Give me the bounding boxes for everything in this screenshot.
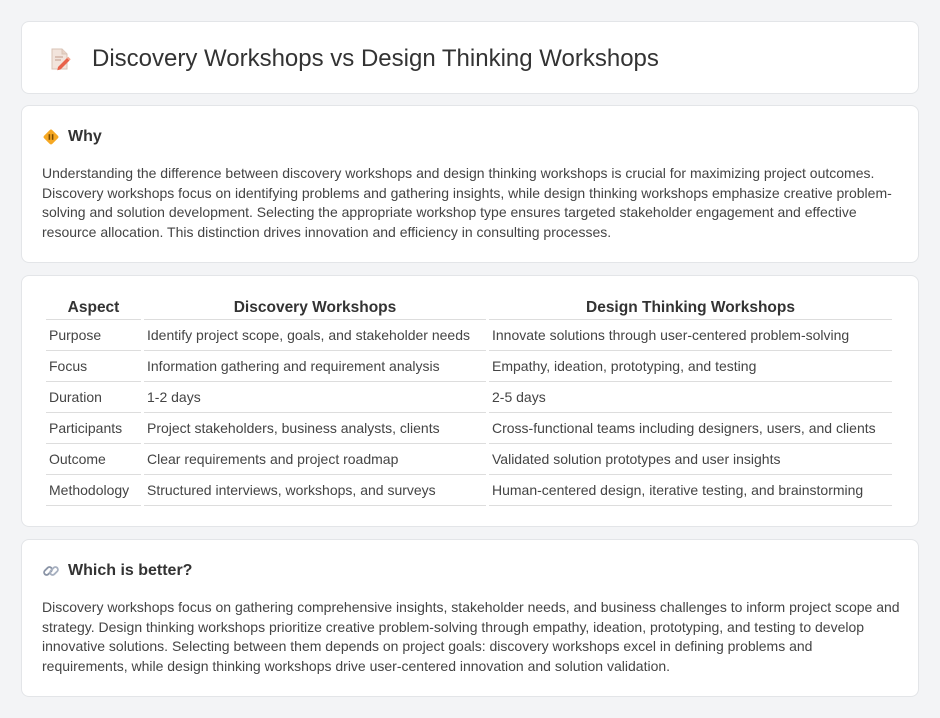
table-cell: Focus (46, 351, 141, 382)
which-is-better-section (21, 539, 919, 697)
table-header-row (46, 297, 892, 320)
comparison-section (21, 275, 919, 527)
table-row (46, 320, 892, 351)
column-header: Design Thinking Workshops (489, 297, 892, 320)
why-heading: Why (68, 128, 102, 145)
table-row (46, 475, 892, 506)
page-title: Discovery Workshops vs Design Thinking Workshops (92, 45, 659, 72)
table-cell: Identify project scope, goals, and stakeholder needs (144, 320, 486, 351)
table-cell: Outcome (46, 444, 141, 475)
table-cell: Human-centered design, iterative testing, and brainstorming (489, 475, 892, 506)
table-row (46, 413, 892, 444)
table-cell: Innovate solutions through user-centered problem-solving (489, 320, 892, 351)
table-row (46, 382, 892, 413)
table-cell: Methodology (46, 475, 141, 506)
table-row (46, 444, 892, 475)
comparison-table (43, 297, 895, 506)
better-heading-row (42, 561, 192, 581)
table-cell: Structured interviews, workshops, and surveys (144, 475, 486, 506)
table-cell: Project stakeholders, business analysts, clients (144, 413, 486, 444)
table-row (46, 351, 892, 382)
table-cell: Validated solution prototypes and user insights (489, 444, 892, 475)
why-text: Understanding the difference between discovery workshops and design thinking workshops is crucial for maximizing project outcomes. Discovery workshops focus on identifying problems and gathering insights, while design thinking workshops emphasize creative problem-solving and solution development. Selecting the appropriate workshop type ensures targeted stakeholder engagement and effective resource allocation. This distinction drives innovation and efficiency in consulting processes. (42, 165, 892, 240)
table-cell: Information gathering and requirement analysis (144, 351, 486, 382)
better-heading: Which is better? (68, 562, 193, 579)
table-cell: 2-5 days (489, 382, 892, 413)
title-card (21, 21, 919, 94)
table-cell: Participants (46, 413, 141, 444)
column-header: Aspect (46, 297, 141, 320)
table-cell: 1-2 days (144, 382, 486, 413)
better-text: Discovery workshops focus on gathering comprehensive insights, stakeholder needs, and business challenges to inform project scope and strategy. Design thinking workshops prioritize creative problem-solving through empathy, ideation, prototyping, and testing to develop innovative solutions. Selecting between them depends on project goals: discovery workshops excel in defining problems and requirements, while design thinking workshops drive user-centered innovation and solution validation. (42, 599, 900, 674)
table-cell: Empathy, ideation, prototyping, and testing (489, 351, 892, 382)
table-cell: Cross-functional teams including designers, users, and clients (489, 413, 892, 444)
document-pencil-icon (48, 47, 72, 71)
table-cell: Purpose (46, 320, 141, 351)
why-section (21, 105, 919, 263)
table-cell: Duration (46, 382, 141, 413)
table-cell: Clear requirements and project roadmap (144, 444, 486, 475)
why-heading-row (42, 127, 102, 147)
warning-diamond-icon (42, 128, 60, 146)
column-header: Discovery Workshops (144, 297, 486, 320)
link-icon (42, 562, 60, 580)
